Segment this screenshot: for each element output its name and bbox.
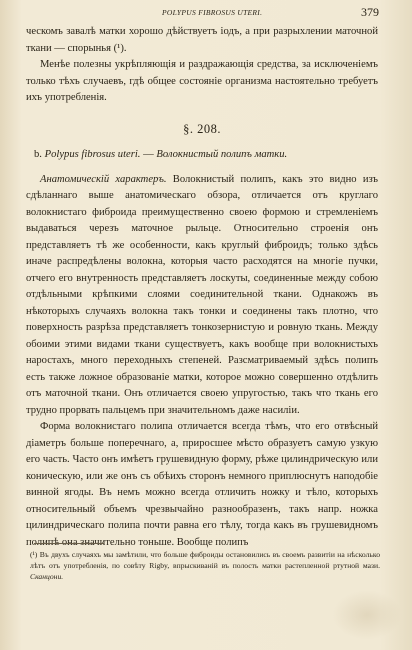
subtitle-letter: b. <box>34 149 42 160</box>
footnote-signature: Сканцони. <box>30 572 64 581</box>
anatomy-body: Волокнистый полипъ, какъ это видно изъ сдѣланнаго выше анатомическаго обзора, отличается отъ круглаго волокнистаго фиброида преимущественно своею формою и стремленіемъ выдаваться черезъ маточное рыльце. Относительно строенія онъ представляетъ тѣ же особенности, какъ круглый фиброидъ; только здѣсь иначе распредѣлены волокна, которыя часто расходятся на многіе пучки, отчего его внутренность представляетъ лоскуты, соединенные между собою отдѣльными крѣпкими слоями соединительной ткани. Однакожъ въ нѣкоторыхъ случаяхъ волокна такъ тонки и соединены такъ плотно, что поверхность разрѣза представляетъ тонкозернистую и ровную ткань. Между обоими этими видами ткани существуетъ, какъ вообще при волокнистыхъ наростахъ, много переходныхъ степеней. Разсматриваемый здѣсь полипъ есть также ложное образованіе матки, которое можно совершенно отдѣлить отъ маточной ткани. Онъ отличается своею упругостью, такъ что ткань его трудно прорвать пальцемъ при значительномъ даже насиліи. <box>26 173 378 416</box>
main-text <box>26 24 378 551</box>
footnote-rule <box>34 543 104 544</box>
subtitle-russian: Волокнистый полипъ матки. <box>156 149 288 160</box>
page-header <box>0 5 412 21</box>
footnote <box>30 549 380 582</box>
top-paragraph: ческомъ завалѣ матки хорошо дѣйствуетъ іодъ, а при разрыхлении маточной ткани — спорынья (¹). <box>26 26 378 54</box>
section-heading: §. 208. <box>183 121 221 136</box>
remedies-paragraph: Менѣе полезны укрѣпляющія и раздражающія средства, за исключеніемъ только тѣхъ случаевъ, гдѣ общее состояніе организма настоятельно требуетъ ихъ употребленія. <box>26 59 378 103</box>
section-subtitle <box>26 147 378 164</box>
anatomy-lead: Анатомическій характеръ. <box>40 173 167 185</box>
paper-stain <box>332 590 402 640</box>
form-paragraph: Форма волокнистаго полипа отличается всегда тѣмъ, что его отвѣсный діаметръ больше поперечнаго, а, приросшее мѣсто образуетъ самую узкую его часть. Часто онъ имѣетъ грушевидную форму, рѣже цилиндрическую или коническую, или же онъ съ обѣихъ сторонъ немного приплюснутъ наподобіе винной ягоды. Въ немъ можно всегда отличить ножку и тѣло, которыхъ относительный объемъ чрезвычайно разнообразенъ, такъ напр. ножка цилиндрическаго полипа почти равна его тѣлу, тогда какъ въ грушевидномъ полипѣ она значительно тоньше. Вообще полипъ <box>26 421 378 548</box>
anatomy-paragraph <box>26 172 378 420</box>
footnote-text: (¹) Въ двухъ случаяхъ мы замѣтили, что больше фиброиды остановились въ своемъ развитіи на нѣсколько лѣтъ отъ употребленія, по совѣту Rigby, впрыскиваній въ полость матки растепленной ртутной мази. <box>30 550 380 570</box>
running-title: POLYPUS FIBROSUS UTERI. <box>162 8 263 17</box>
page-number: 379 <box>361 5 379 19</box>
subtitle-dash: — <box>143 149 154 160</box>
subtitle-latin: Polypus fibrosus uteri. <box>44 149 141 160</box>
